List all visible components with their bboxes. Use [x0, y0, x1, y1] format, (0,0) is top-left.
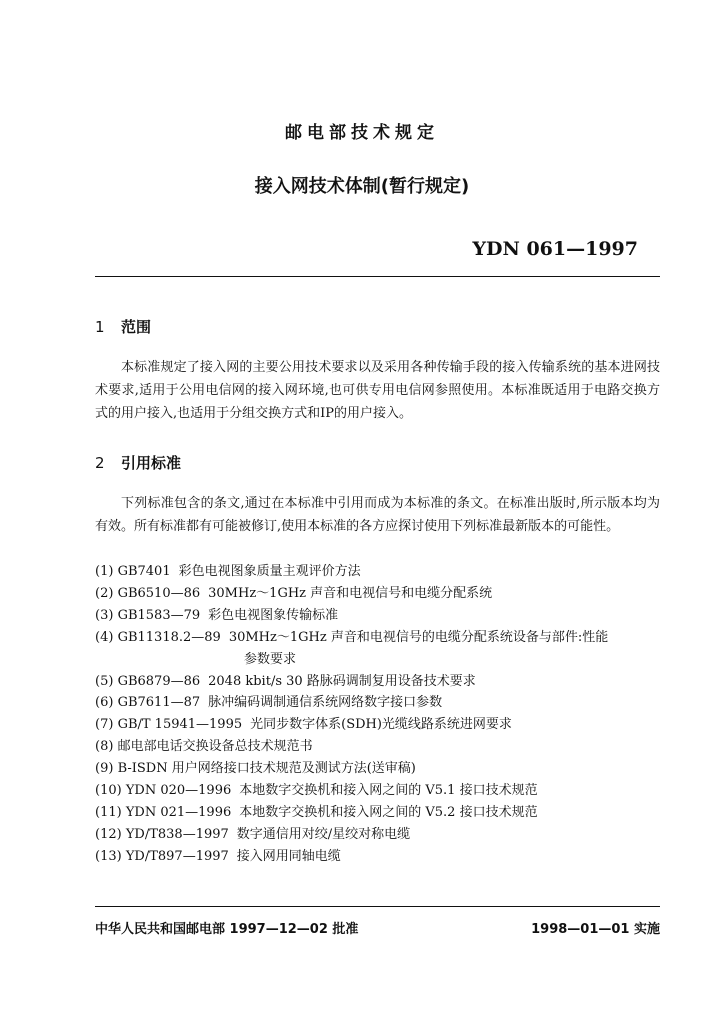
reference-title: 数字通信用对绞/星绞对称电缆 [236, 826, 411, 842]
section-heading-scope [95, 316, 151, 337]
reference-item [95, 605, 665, 627]
header-divider [95, 276, 660, 277]
reference-title-continuation: 参数要求 [244, 651, 297, 667]
reference-id: GB7611—87 [117, 695, 201, 711]
reference-index: (1) [95, 564, 114, 579]
footer-divider [95, 906, 660, 907]
reference-item [95, 692, 665, 714]
section-title: 引用标准 [121, 454, 182, 472]
reference-item [95, 758, 665, 780]
reference-index: (11) [95, 804, 122, 820]
reference-index: (6) [95, 695, 114, 711]
reference-id: GB1583—79 [117, 607, 201, 623]
reference-item [95, 583, 665, 605]
reference-item [95, 824, 665, 846]
reference-title: 邮电部电话交换设备总技术规范书 [117, 739, 313, 755]
reference-index: (3) [95, 607, 114, 623]
reference-index: (10) [95, 783, 122, 799]
reference-title: 光同步数字体系(SDH)光缆线路系统进网要求 [250, 717, 512, 733]
effective-date: 1998—01—01 实施 [531, 922, 660, 937]
reference-id: GB11318.2—89 [117, 629, 221, 645]
reference-title: 彩色电视图象传输标准 [208, 607, 339, 623]
reference-index: (5) [95, 673, 114, 689]
reference-title: 彩色电视图象质量主观评价方法 [178, 564, 361, 579]
reference-id: YDN 021—1996 [125, 804, 232, 820]
section-heading-references [95, 452, 181, 473]
reference-id: GB7401 [117, 564, 171, 579]
reference-item [95, 671, 665, 693]
document-number: YDN 061—1997 [472, 238, 638, 260]
reference-title: 脉冲编码调制通信系统网络数字接口参数 [208, 695, 443, 711]
reference-index: (4) [95, 629, 114, 645]
reference-index: (12) [95, 826, 122, 842]
section-body-scope: 本标准规定了接入网的主要公用技术要求以及采用各种传输手段的接入传输系统的基本进网技术要求,适用于公用电信网的接入网环境,也可供专用电信网参照使用。本标准既适用于电路交换方式的用户接入,也适用于分组交换方式和IP的用户接入。 [95, 360, 660, 421]
reference-title: B-ISDN 用户网络接口技术规范及测试方法(送审稿) [117, 761, 416, 777]
reference-id: GB6510—86 [117, 585, 201, 601]
section-body-references: 下列标准包含的条文,通过在本标准中引用而成为本标准的条文。在标准出版时,所示版本均为有效。所有标准都有可能被修订,使用本标准的各方应探讨使用下列标准最新版本的可能性。 [95, 496, 660, 534]
reference-index: (2) [95, 585, 114, 601]
document-title: 接入网技术体制(暂行规定) [254, 176, 470, 197]
reference-id: GB/T 15941—1995 [117, 717, 243, 733]
reference-item [95, 736, 665, 758]
reference-title: 30MHz～1GHz 声音和电视信号和电缆分配系统 [208, 585, 493, 601]
reference-id: GB6879—86 [117, 673, 201, 689]
reference-title: 接入网用同轴电缆 [236, 848, 341, 864]
reference-title: 本地数字交换机和接入网之间的 V5.2 接口技术规范 [239, 804, 538, 820]
reference-item [95, 561, 665, 583]
reference-title: 30MHz～1GHz 声音和电视信号的电缆分配系统设备与部件:性能 [228, 629, 609, 645]
reference-id: YD/T838—1997 [125, 826, 229, 842]
reference-index: (8) [95, 739, 114, 755]
approval-line: 中华人民共和国邮电部 1997—12—02 批准 [95, 922, 359, 937]
reference-item [95, 780, 665, 802]
reference-title: 本地数字交换机和接入网之间的 V5.1 接口技术规范 [239, 783, 538, 799]
section-title: 范围 [121, 318, 152, 336]
issuing-body: 邮电部技术规定 [285, 123, 439, 143]
reference-title: 2048 kbit/s 30 路脉码调制复用设备技术要求 [208, 673, 476, 689]
reference-index: (13) [95, 848, 122, 864]
section-number: 1 [95, 318, 105, 336]
reference-index: (9) [95, 761, 114, 777]
reference-item [95, 802, 665, 824]
reference-list [95, 561, 665, 868]
reference-id: YDN 020—1996 [125, 783, 232, 799]
reference-index: (7) [95, 717, 114, 733]
reference-item [95, 627, 665, 649]
reference-id: YD/T897—1997 [125, 848, 229, 864]
reference-item [95, 846, 665, 868]
reference-item [95, 714, 665, 736]
section-number: 2 [95, 454, 105, 472]
